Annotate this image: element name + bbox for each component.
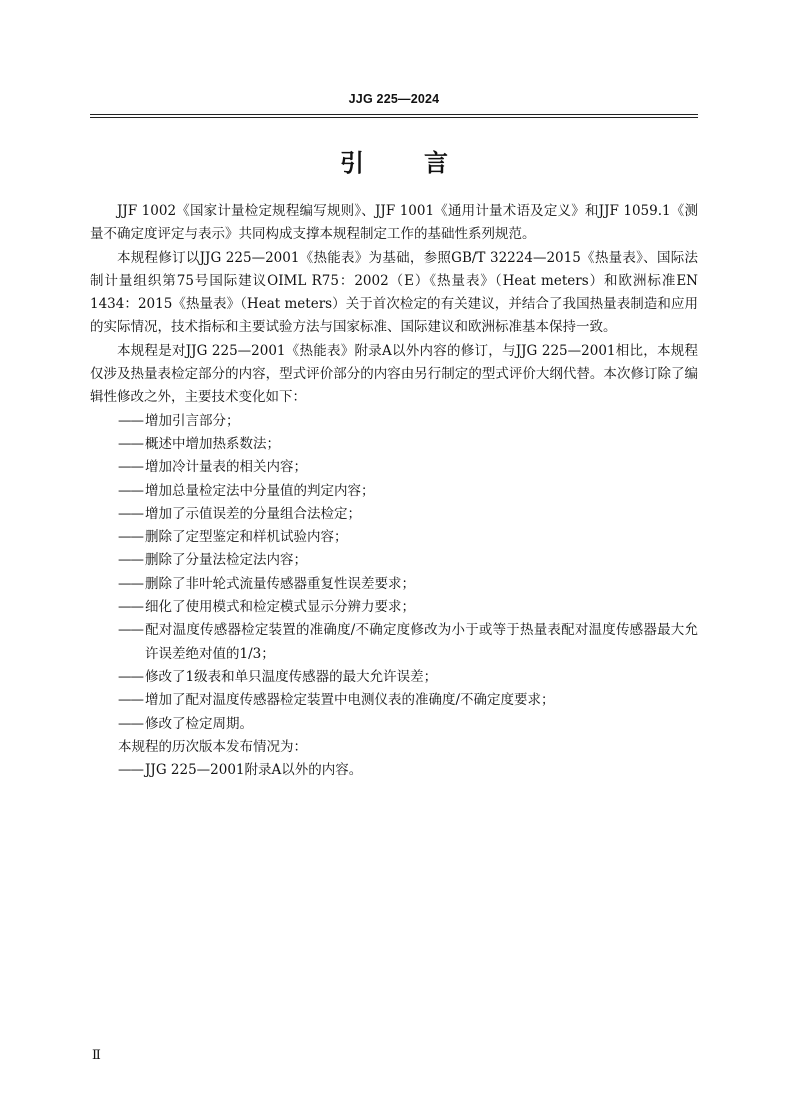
list-item <box>118 526 698 549</box>
list-item <box>118 433 698 456</box>
list-item-text: 删除了分量法检定法内容； <box>145 552 307 569</box>
list-item <box>118 573 698 596</box>
history-intro: 本规程的历次版本发布情况为： <box>118 738 307 755</box>
paragraph-2: 本规程修订以JJG 225—2001《热能表》为基础，参照GB/T 32224—2015《热量表》、国际法制计量组织第75号国际建议OIML R75：2002（E）《热量表》（Heat meters）和欧洲标准EN 1434：2015《热量表》（Heat meters）关于首次检定的有关建议，并结合了我国热量表制造和应用的实际情况，技术指标和主要试验方法与国家标准、国际建议和欧洲标准基本保持一致。 <box>90 249 698 336</box>
header-rule-top <box>90 114 698 115</box>
list-item <box>118 759 698 782</box>
list-dash: —— <box>118 412 143 429</box>
change-list <box>90 410 698 736</box>
list-item-text: 增加总量检定法中分量值的判定内容； <box>145 482 375 499</box>
list-dash: —— <box>118 599 143 616</box>
list-item-text: 增加冷计量表的相关内容； <box>145 459 307 476</box>
running-header: JJG 225—2024 <box>348 92 440 106</box>
list-dash: —— <box>118 762 143 779</box>
list-dash: —— <box>118 668 143 685</box>
list-item-text: 概述中增加热系数法； <box>145 435 280 452</box>
list-item-text: JJG 225—2001附录A以外的内容。 <box>145 762 363 779</box>
list-item <box>118 596 698 619</box>
list-item <box>118 456 698 479</box>
list-item <box>118 503 698 526</box>
list-item-text: 细化了使用模式和检定模式显示分辨力要求； <box>145 599 415 616</box>
history-list <box>90 759 698 782</box>
section-title: 引言 <box>340 149 508 177</box>
header-rule-bottom <box>90 117 698 118</box>
list-item <box>118 549 698 572</box>
paragraph-1: JJF 1002《国家计量检定规程编写规则》、JJF 1001《通用计量术语及定义》和JJF 1059.1《测量不确定度评定与表示》共同构成支撑本规程制定工作的基础性系列规范。 <box>90 203 698 243</box>
list-item <box>118 689 698 712</box>
list-item <box>118 713 698 736</box>
list-dash: —— <box>118 552 143 569</box>
list-item-text: 删除了定型鉴定和样机试验内容； <box>145 529 348 546</box>
list-item-text: 删除了非叶轮式流量传感器重复性误差要求； <box>145 575 415 592</box>
list-dash: —— <box>118 575 143 592</box>
list-dash: —— <box>118 715 143 732</box>
list-dash: —— <box>118 505 143 522</box>
list-dash: —— <box>118 622 143 639</box>
list-item-text: 修改了1级表和单只温度传感器的最大允许误差； <box>145 668 438 685</box>
list-dash: —— <box>118 692 143 709</box>
list-item-text: 增加了示值误差的分量组合法检定； <box>145 505 361 522</box>
paragraph-3: 本规程是对JJG 225—2001《热能表》附录A以外内容的修订，与JJG 225—2001相比，本规程仅涉及热量表检定部分的内容，型式评价部分的内容由另行制定的型式评价大纲代替。本次修订除了编辑性修改之外，主要技术变化如下： <box>90 342 698 406</box>
document-body <box>90 200 698 782</box>
list-dash: —— <box>118 435 143 452</box>
list-item <box>118 619 698 666</box>
list-item <box>118 666 698 689</box>
list-dash: —— <box>118 482 143 499</box>
list-item-text: 配对温度传感器检定装置的准确度/不确定度修改为小于或等于热量表配对温度传感器最大允许误差绝对值的1/3； <box>145 622 698 662</box>
page-number: Ⅱ <box>92 1048 101 1063</box>
list-item <box>118 480 698 503</box>
list-dash: —— <box>118 529 143 546</box>
list-item-text: 修改了检定周期。 <box>145 715 253 732</box>
list-item-text: 增加引言部分； <box>145 412 240 429</box>
list-dash: —— <box>118 459 143 476</box>
list-item-text: 增加了配对温度传感器检定装置中电测仪表的准确度/不确定度要求； <box>145 692 555 709</box>
list-item <box>118 410 698 433</box>
